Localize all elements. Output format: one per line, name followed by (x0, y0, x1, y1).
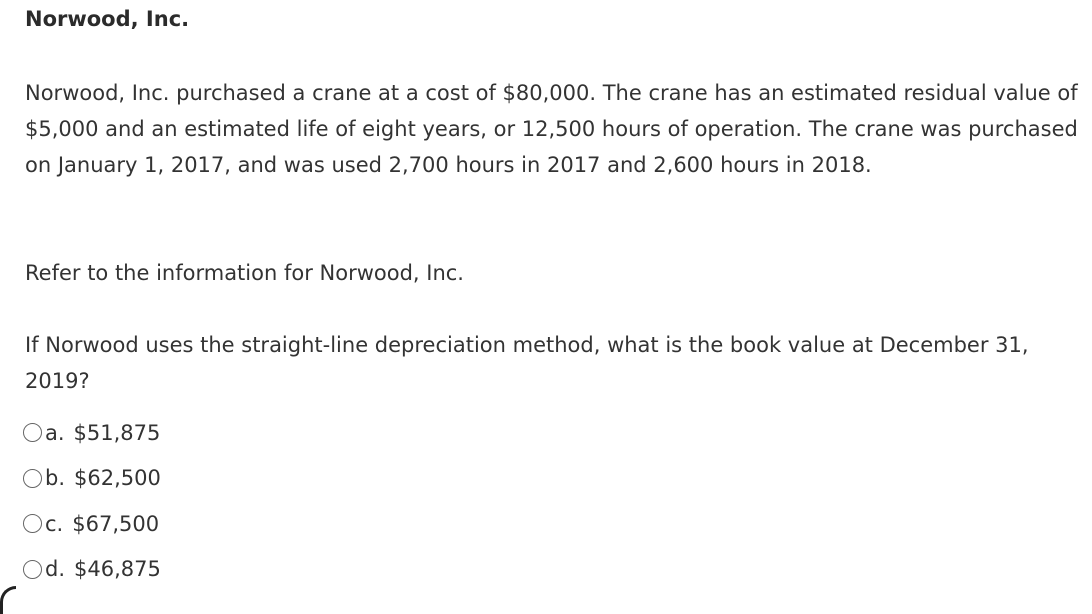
radio-button-a[interactable] (23, 423, 42, 442)
option-a[interactable] (23, 410, 623, 456)
radio-button-c[interactable] (23, 514, 42, 533)
option-letter: d. (45, 557, 66, 582)
radio-button-b[interactable] (23, 469, 42, 488)
option-letter: c. (45, 511, 64, 536)
radio-button-d[interactable] (23, 560, 42, 579)
question-text: If Norwood uses the straight-line depreciation method, what is the book value at December 31, 2019? (25, 333, 1029, 393)
option-text: $62,500 (74, 466, 161, 491)
refer-text: Refer to the information for Norwood, Inc. (25, 261, 464, 285)
option-letter: b. (45, 466, 66, 491)
page-title: Norwood, Inc. (25, 7, 190, 31)
option-text: $46,875 (74, 557, 161, 582)
partial-circle-decoration (0, 586, 16, 614)
answer-options (23, 410, 623, 592)
option-letter: a. (45, 420, 65, 445)
option-text: $67,500 (72, 511, 160, 536)
option-text: $51,875 (73, 420, 161, 445)
option-b[interactable] (23, 456, 623, 502)
option-d[interactable] (23, 547, 623, 593)
scenario-text: Norwood, Inc. purchased a crane at a cost of $80,000. The crane has an estimated residual value of $5,000 and an estimated life of eight years, or 12,500 hours of operation. The crane was purchased on January 1, 2017, and was used 2,700 hours in 2017 and 2,600 hours in 2018. (25, 81, 1078, 177)
option-c[interactable] (23, 501, 623, 547)
